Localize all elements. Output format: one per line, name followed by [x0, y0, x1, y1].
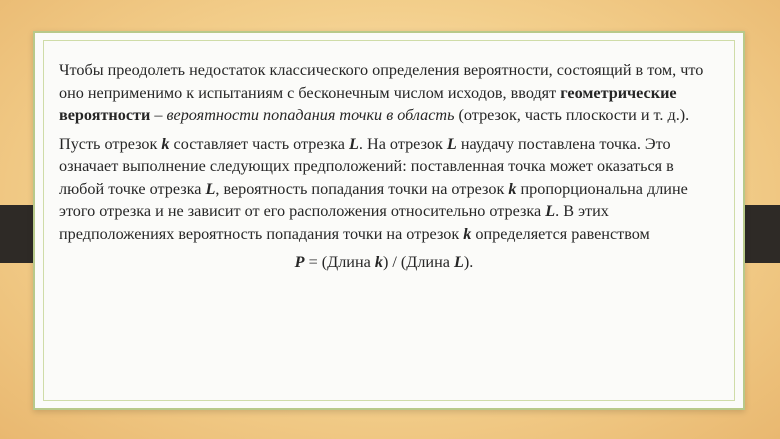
var-k: k	[374, 253, 383, 271]
var-L: L	[205, 179, 216, 198]
text-run: ).	[463, 253, 474, 271]
text-run: Пусть отрезок	[59, 134, 162, 153]
paragraph-definition	[59, 59, 709, 127]
var-L: L	[349, 134, 359, 153]
formula	[59, 251, 709, 274]
var-P: P	[294, 253, 305, 271]
text-run: определяется равенством	[471, 224, 650, 243]
right-side-tab	[742, 205, 780, 263]
text-run: Чтобы преодолеть недостаток классического определения вероятности, состоящий в том, что оно неприменимо к испытаниям с бесконечным числом исходов, вводят	[59, 61, 704, 102]
text-run: пропорциональна длине этого отрезка и не зависит от его расположения относительно отрезка	[59, 179, 688, 220]
text-run: , вероятность попадания точки на отрезок	[215, 179, 509, 198]
paragraph-segment	[59, 133, 709, 246]
text-run: (отрезок, часть плоскости и т. д.).	[454, 106, 690, 124]
text-run: составляет часть отрезка	[169, 134, 350, 153]
italic-term: – вероятности попадания точки в область	[150, 106, 455, 124]
var-L: L	[446, 134, 457, 153]
text-run: = (Длина	[304, 253, 375, 271]
var-k: k	[463, 224, 472, 243]
bold-term: геометрические вероятности	[59, 83, 677, 124]
var-k: k	[161, 134, 170, 153]
text-run: ) / (Длина	[382, 253, 454, 271]
var-L: L	[454, 253, 464, 271]
text-run: . На отрезок	[358, 134, 447, 153]
text-run: . В этих предположениях вероятность попадания точки на отрезок	[59, 202, 609, 243]
text-run: наудачу поставлена точка. Это означает выполнение следующих предположений: поставленная точка может оказаться в любой точке отрезка	[59, 134, 674, 198]
slide-frame	[33, 31, 745, 410]
var-L: L	[545, 202, 556, 220]
slide-content	[59, 59, 709, 280]
var-k: k	[508, 179, 517, 198]
